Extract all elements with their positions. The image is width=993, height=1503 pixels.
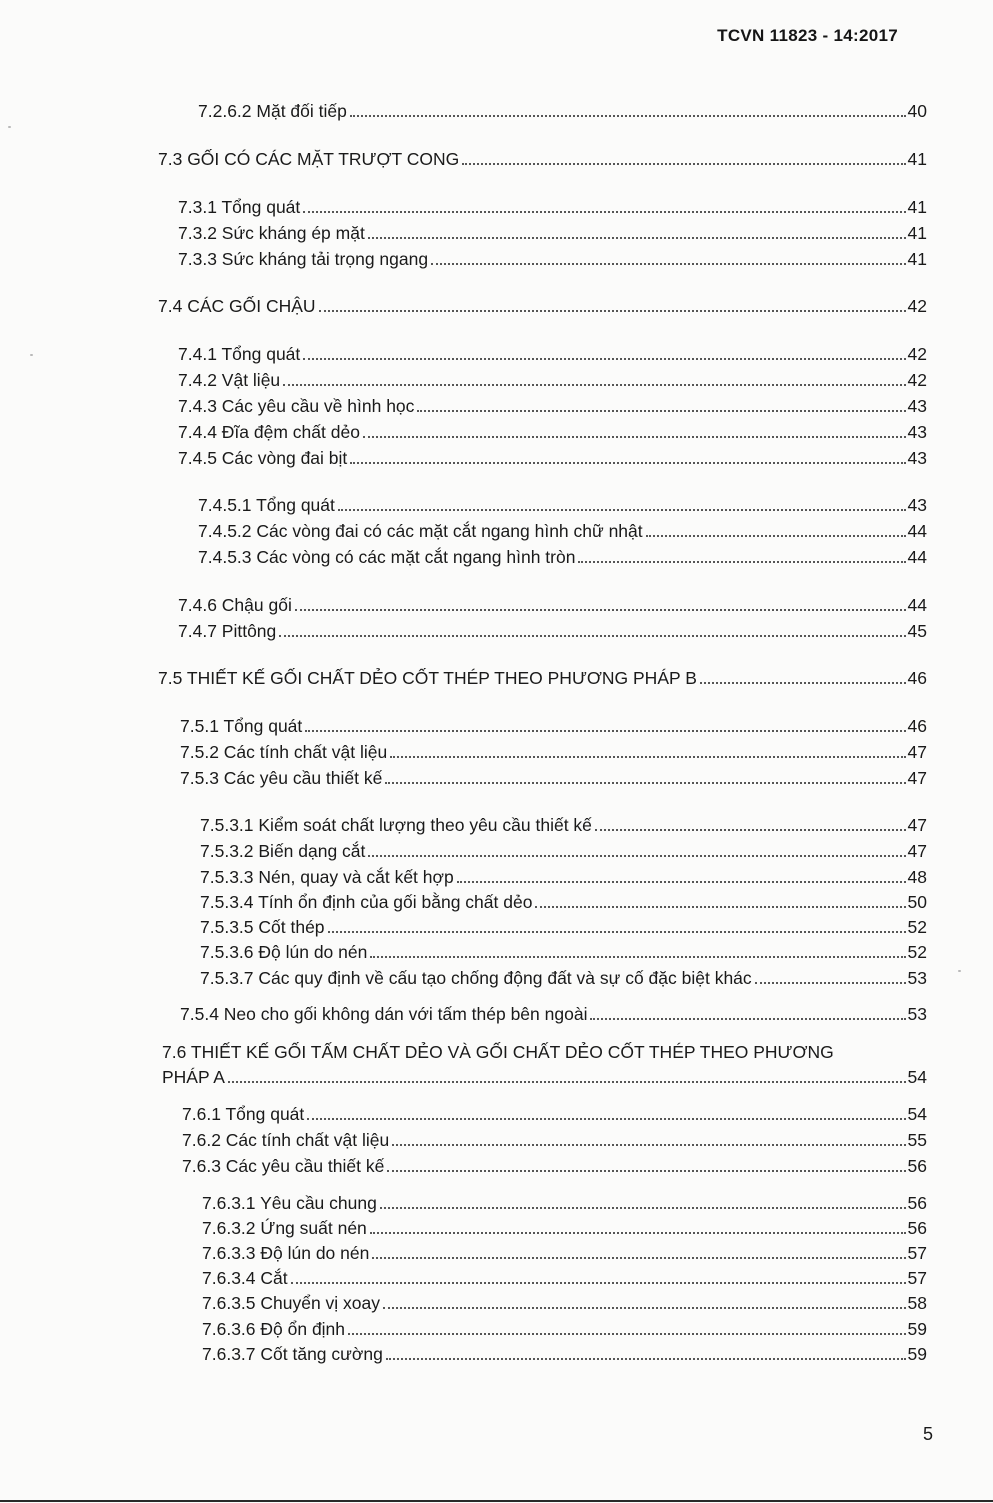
- toc-entry[interactable]: [198, 520, 927, 542]
- toc-entry-page: 41: [907, 249, 927, 269]
- toc-entry-page: 43: [907, 422, 927, 442]
- dot-leader: [303, 358, 905, 360]
- toc-entry-label: 7.6.2 Các tính chất vật liệu: [182, 1130, 390, 1150]
- toc-entry-label: 7.3.2 Sức kháng ép mặt: [178, 223, 365, 243]
- dot-leader: [368, 855, 905, 857]
- toc-entry-label: 7.4.1 Tổng quát: [178, 344, 301, 364]
- toc-entry[interactable]: [200, 866, 927, 888]
- dot-leader: [368, 237, 906, 239]
- toc-entry-page: 41: [907, 197, 927, 217]
- toc-entry[interactable]: [202, 1343, 927, 1365]
- toc-entry[interactable]: [178, 196, 927, 218]
- toc-entry[interactable]: [178, 594, 927, 616]
- toc-entry-page: 40: [907, 101, 927, 121]
- toc-entry-label: 7.5.3.1 Kiểm soát chất lượng theo yêu cầu thiết kế: [200, 815, 592, 835]
- toc-entry[interactable]: [178, 222, 927, 244]
- dot-leader: [279, 635, 905, 637]
- toc-entry-label: 7.6.3.7 Cốt tăng cường: [202, 1344, 383, 1364]
- toc-entry-label: 7.3.1 Tổng quát: [178, 197, 301, 217]
- toc-entry-label: 7.4.7 Pittông: [178, 621, 277, 641]
- toc-entry-label: 7.6.3.3 Độ lún do nén: [202, 1243, 370, 1263]
- toc-entry-label: 7.4.2 Vật liệu: [178, 370, 281, 390]
- dot-leader: [578, 561, 905, 563]
- toc-entry-page: 47: [907, 815, 927, 835]
- toc-entry-page: 54: [907, 1104, 927, 1124]
- toc-entry[interactable]: [198, 494, 927, 516]
- toc-entry[interactable]: [200, 840, 927, 862]
- dot-leader: [305, 730, 905, 732]
- toc-entry-label: 7.3.3 Sức kháng tải trọng ngang: [178, 249, 429, 269]
- scan-speck: [30, 354, 33, 356]
- dot-leader: [350, 115, 906, 117]
- toc-entry-label: 7.6.1 Tổng quát: [182, 1104, 305, 1124]
- dot-leader: [431, 263, 905, 265]
- toc-entry-page: 42: [907, 344, 927, 364]
- toc-entry-page: 58: [907, 1293, 927, 1313]
- toc-entry[interactable]: [202, 1292, 927, 1314]
- toc-entry-label: 7.4.3 Các yêu cầu về hình học: [178, 396, 415, 416]
- toc-entry-page: 44: [907, 547, 927, 567]
- toc-entry-page: 56: [907, 1156, 927, 1176]
- toc-entry-label: 7.5.3.3 Nén, quay và cắt kết hợp: [200, 867, 454, 887]
- toc-entry-page: 42: [907, 370, 927, 390]
- toc-entry[interactable]: [202, 1267, 927, 1289]
- toc-entry-label: 7.6.3.6 Độ ổn định: [202, 1319, 346, 1339]
- dot-leader: [595, 829, 906, 831]
- toc-entry-page: 52: [907, 942, 927, 962]
- toc-entry-label: 7.5.2 Các tính chất vật liệu: [180, 742, 388, 762]
- toc-entry-label: 7.5 THIẾT KẾ GỐI CHẤT DẺO CỐT THÉP THEO PHƯƠNG PHÁP B: [158, 668, 697, 688]
- toc-entry-label: 7.3 GỐI CÓ CÁC MẶT TRƯỢT CONG: [158, 149, 460, 169]
- toc-entry-label: 7.5.3.4 Tính ổn định của gối bằng chất dẻo: [200, 892, 533, 912]
- toc-entry-label: 7.5.1 Tổng quát: [180, 716, 303, 736]
- toc-entry-label: 7.4.5.1 Tổng quát: [198, 495, 335, 515]
- toc-entry-label: 7.5.3 Các yêu cầu thiết kế: [180, 768, 383, 788]
- toc-entry-label: 7.5.3.5 Cốt thép: [200, 917, 325, 937]
- toc-entry[interactable]: [178, 343, 927, 365]
- toc-entry[interactable]: [200, 967, 927, 989]
- toc-entry-page: 41: [907, 149, 927, 169]
- toc-entry-label: 7.5.3.7 Các quy định về cấu tạo chống động đất và sự cố đặc biệt khác: [200, 968, 752, 988]
- dot-leader: [700, 682, 906, 684]
- toc-entry[interactable]: [200, 916, 927, 938]
- toc-entry-page: 44: [907, 521, 927, 541]
- dot-leader: [457, 881, 906, 883]
- toc-entry-page: 56: [907, 1193, 927, 1213]
- toc-entry[interactable]: [180, 741, 927, 763]
- scan-speck: [8, 126, 11, 128]
- toc-entry[interactable]: [200, 891, 927, 913]
- toc-entry-page: 44: [907, 595, 927, 615]
- dot-leader: [372, 1257, 905, 1259]
- dot-leader: [417, 410, 905, 412]
- toc-entry-page: 47: [907, 742, 927, 762]
- toc-entry-page: 54: [907, 1067, 927, 1087]
- dot-leader: [392, 1144, 905, 1146]
- dot-leader: [283, 384, 905, 386]
- toc-entry-page: 53: [907, 968, 927, 988]
- dot-leader: [385, 782, 905, 784]
- dot-leader: [295, 609, 906, 611]
- dot-leader: [328, 931, 906, 933]
- toc-entry-label: 7.2.6.2 Mặt đối tiếp: [198, 101, 347, 121]
- toc-entry-page: 57: [907, 1268, 927, 1288]
- toc-entry-label: 7.5.3.2 Biến dạng cắt: [200, 841, 366, 861]
- toc-entry-label: PHÁP A: [162, 1067, 225, 1087]
- toc-entry-label: 7.6.3.1 Yêu cầu chung: [202, 1193, 377, 1213]
- toc-entry-page: 59: [907, 1319, 927, 1339]
- toc-entry-label: 7.4.5.3 Các vòng có các mặt cắt ngang hình tròn: [198, 547, 576, 567]
- toc-entry[interactable]: [202, 1192, 927, 1214]
- toc-entry[interactable]: [178, 369, 927, 391]
- dot-leader: [348, 1333, 906, 1335]
- toc-entry[interactable]: [200, 941, 927, 963]
- dot-leader: [590, 1018, 905, 1020]
- toc-entry[interactable]: [200, 814, 927, 836]
- toc-entry[interactable]: [180, 767, 927, 789]
- dot-leader: [291, 1282, 906, 1284]
- toc-entry-page: 46: [907, 668, 927, 688]
- dot-leader: [387, 1170, 905, 1172]
- dot-leader: [228, 1081, 906, 1083]
- toc-entry[interactable]: [198, 546, 927, 568]
- dot-leader: [380, 1207, 906, 1209]
- dot-leader: [390, 756, 905, 758]
- toc-entry-page: 47: [907, 768, 927, 788]
- toc-entry-page: 50: [907, 892, 927, 912]
- toc-entry-page: 41: [907, 223, 927, 243]
- scan-edge-line: [0, 1500, 993, 1502]
- toc-entry[interactable]: [182, 1129, 927, 1151]
- toc-entry-label: 7.4.6 Chậu gối: [178, 595, 292, 615]
- toc-entry-page: 52: [907, 917, 927, 937]
- toc-entry-page: 42: [907, 296, 927, 316]
- toc-entry-label: 7.4.5 Các vòng đai bịt: [178, 448, 348, 468]
- toc-entry[interactable]: [178, 447, 927, 469]
- dot-leader: [383, 1307, 906, 1309]
- toc-entry-page: 48: [907, 867, 927, 887]
- toc-section-entry[interactable]: [162, 1066, 927, 1088]
- toc-entry-page: 53: [907, 1004, 927, 1024]
- dot-leader: [535, 906, 905, 908]
- toc-entry[interactable]: [182, 1103, 927, 1125]
- toc-entry-page: 43: [907, 448, 927, 468]
- dot-leader: [363, 436, 906, 438]
- toc-section-entry[interactable]: [158, 148, 927, 170]
- toc-entry-label: 7.4.5.2 Các vòng đai có các mặt cắt ngang hình chữ nhật: [198, 521, 643, 541]
- toc-entry-page: 57: [907, 1243, 927, 1263]
- dot-leader: [370, 1232, 906, 1234]
- toc-entry[interactable]: [202, 1217, 927, 1239]
- dot-leader: [319, 310, 906, 312]
- dot-leader: [755, 982, 906, 984]
- toc-entry-label: 7.6.3.2 Ứng suất nén: [202, 1218, 367, 1238]
- toc-entry[interactable]: [180, 1003, 927, 1025]
- dot-leader: [338, 509, 906, 511]
- toc-entry-page: 47: [907, 841, 927, 861]
- toc-entry-label: 7.4.4 Đĩa đệm chất dẻo: [178, 422, 360, 442]
- toc-entry-label: 7.6.3.5 Chuyển vị xoay: [202, 1293, 381, 1313]
- toc-section-entry[interactable]: [158, 667, 927, 689]
- dot-leader: [307, 1118, 905, 1120]
- toc-entry-page: 43: [907, 495, 927, 515]
- toc-section-entry[interactable]: [158, 295, 927, 317]
- dot-leader: [462, 163, 905, 165]
- toc-entry-label: 7.6.3.4 Cắt: [202, 1268, 288, 1288]
- dot-leader: [370, 956, 905, 958]
- dot-leader: [303, 211, 905, 213]
- toc-entry-label: 7.5.3.6 Độ lún do nén: [200, 942, 368, 962]
- scan-speck: [958, 970, 961, 972]
- toc-entry-page: 46: [907, 716, 927, 736]
- toc-entry[interactable]: [178, 248, 927, 270]
- dot-leader: [350, 462, 905, 464]
- dot-leader: [646, 535, 906, 537]
- toc-entry-label: 7.6.3 Các yêu cầu thiết kế: [182, 1156, 385, 1176]
- toc-entry-label: 7.4 CÁC GỐI CHẬU: [158, 296, 316, 316]
- toc-entry-label: 7.5.4 Neo cho gối không dán với tấm thép bên ngoài: [180, 1004, 588, 1024]
- toc-entry[interactable]: [180, 715, 927, 737]
- toc-entry[interactable]: [202, 1242, 927, 1264]
- toc-entry[interactable]: [182, 1155, 927, 1177]
- toc-entry[interactable]: [202, 1318, 927, 1340]
- toc-section-entry-line1[interactable]: 7.6 THIẾT KẾ GỐI TẤM CHẤT DẺO VÀ GỐI CHẤT DẺO CỐT THÉP THEO PHƯƠNG: [162, 1042, 834, 1062]
- toc-entry-page: 56: [907, 1218, 927, 1238]
- toc-entry-page: 59: [907, 1344, 927, 1364]
- page-number: 5: [922, 1424, 933, 1444]
- toc-entry[interactable]: [178, 421, 927, 443]
- toc-entry-page: 45: [907, 621, 927, 641]
- dot-leader: [386, 1358, 906, 1360]
- toc-entry-page: 55: [907, 1130, 927, 1150]
- toc-entry[interactable]: [178, 620, 927, 642]
- toc-entry-page: 43: [907, 396, 927, 416]
- toc-entry[interactable]: [178, 395, 927, 417]
- toc-entry[interactable]: [198, 100, 927, 122]
- document-code-header: TCVN 11823 - 14:2017: [717, 26, 898, 45]
